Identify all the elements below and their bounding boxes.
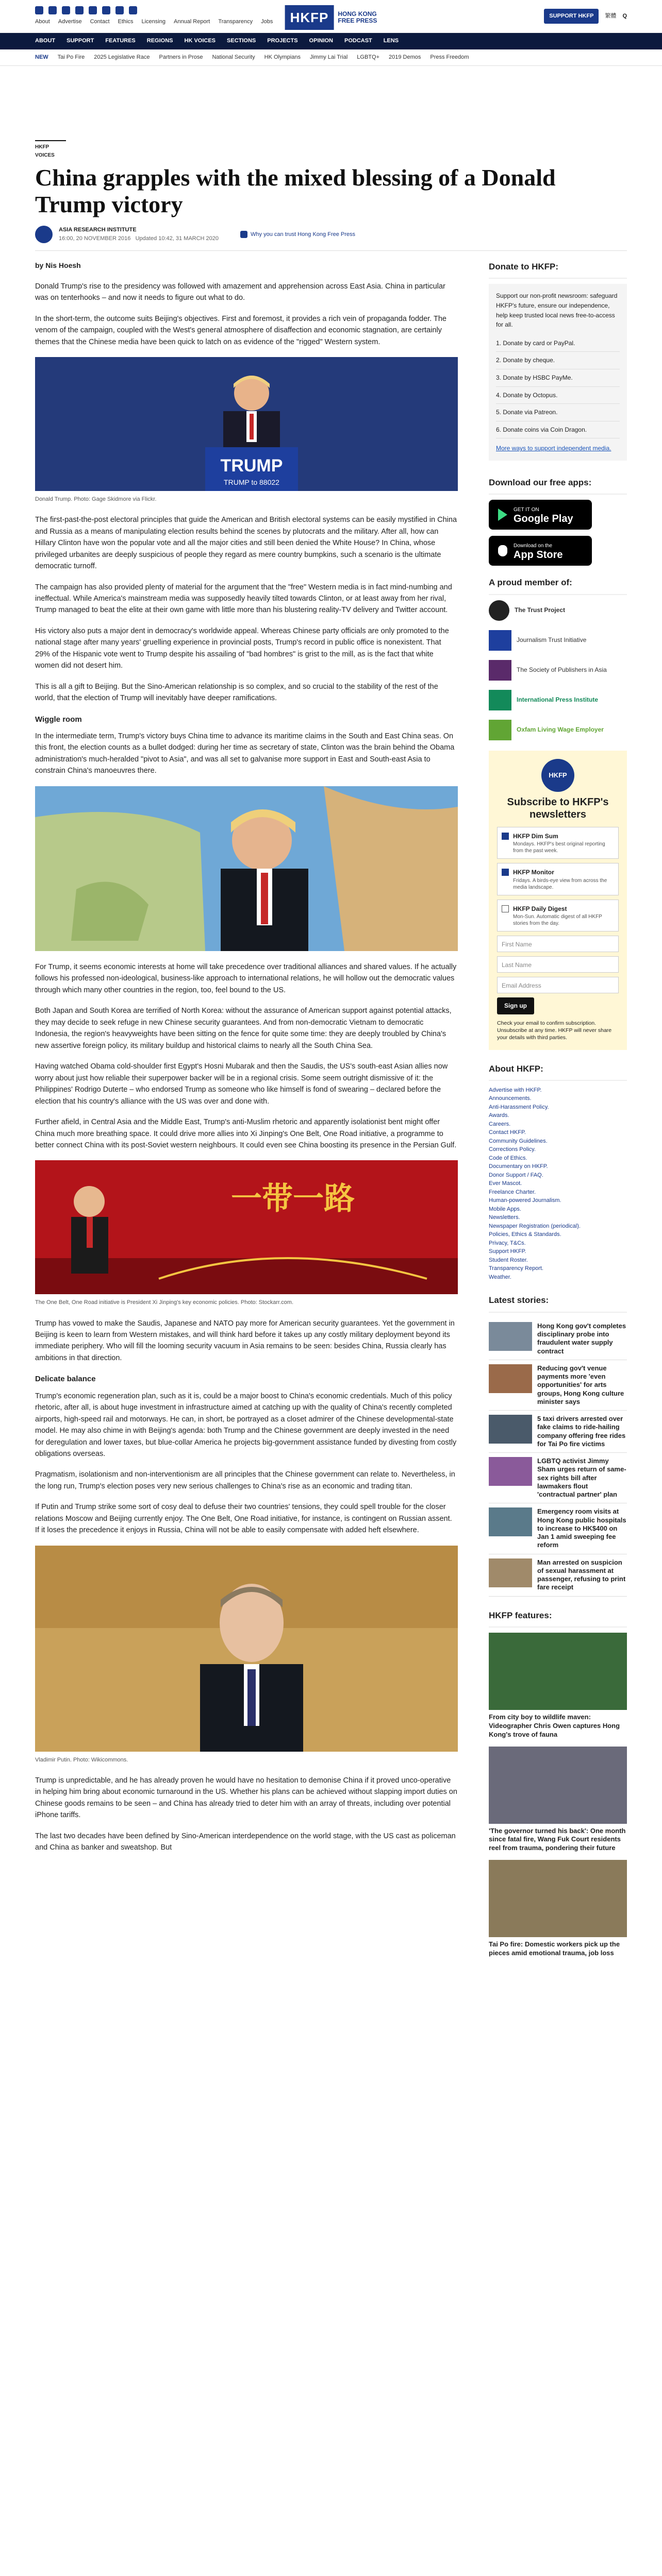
paragraph: Trump has vowed to make the Saudis, Japanese and NATO pay more for American security guarantees. Yet the government in Beijing is keen to learn from Western mistakes, and will think hard before it takes up any costly military deployment beyond its immediate periphery. Who will fill the looming security vacuum in Asia remains to be seen: besides China, Russia clearly has ambitions in that direction. [35,1319,455,1362]
newsletter-name: HKFP Daily Digest [513,905,567,912]
trending-item[interactable]: Press Freedom [430,54,469,60]
nav-item[interactable]: HK VOICES [184,38,216,44]
newsletter-option-text [513,904,614,927]
about-link[interactable]: Community Guidelines. [489,1138,548,1144]
instagram-icon[interactable] [62,6,70,14]
top-link[interactable]: Annual Report [173,18,210,25]
paragraph: In the intermediate term, Trump's victory buys China time to advance its maritime claims in the South and East China seas. On this front, the election counts as a bullet dodged: during her time as secretary of state, Clinton was the brain behind the Obama administration's much-heralded "pivot to Asia", and was all set to galvanise more support in East and South-east Asia to constrain China's manoeuvres there. [35,732,455,775]
photo-caption: Donald Trump. Photo: Gage Skidmore via Flickr. [35,496,157,503]
donate-more-link[interactable]: More ways to support independent media. [496,445,611,452]
putin-illustration [35,1546,458,1752]
feature-story[interactable] [489,1747,627,1853]
svg-text:TRUMP to 88022: TRUMP to 88022 [224,478,279,487]
newsletter-option[interactable] [497,900,619,932]
latest-story[interactable] [489,1411,627,1453]
jti-icon [489,630,511,651]
x-icon[interactable] [48,6,57,14]
story-thumbnail [489,1415,532,1444]
rss-icon[interactable] [129,6,137,14]
about-link[interactable]: Documentary on HKFP. [489,1163,548,1170]
apps-title: Download our free apps: [489,476,627,495]
oxfam-icon [489,720,511,740]
logo-line-2: FREE PRESS [338,17,377,25]
telegram-icon[interactable] [89,6,97,14]
article-author: by Nis Hoesh [35,261,81,270]
story-thumbnail [489,1322,532,1351]
social-icons [35,6,273,14]
about-link[interactable]: Awards. [489,1112,509,1119]
newsletter-option-text [513,832,614,855]
logo-line-1: HONG KONG [338,10,377,18]
donate-intro: Support our non-profit newsroom: safeguard HKFP's future, ensure our independence, help keep trusted local news free-to-access for all. [496,292,618,329]
xi-belt-road-photo [35,1160,458,1294]
about-link[interactable]: Student Roster. [489,1257,528,1263]
email-input[interactable]: Email Address [497,977,619,993]
about-link[interactable]: Contact HKFP. [489,1129,526,1136]
top-link[interactable]: Ethics [118,18,134,25]
trending-new-label: NEW [35,54,48,60]
about-link[interactable]: Policies, Ethics & Standards. [489,1231,561,1238]
about-link[interactable]: Donor Support / FAQ. [489,1172,543,1178]
feature-image [489,1860,627,1937]
checkbox-checked[interactable] [502,869,509,876]
site-logo[interactable] [285,5,377,30]
member-logo[interactable] [489,630,627,651]
google-play-big: Google Play [514,513,573,525]
about-link[interactable]: Anti-Harassment Policy. [489,1104,549,1110]
about-link[interactable]: Careers. [489,1121,511,1127]
about-list [489,1086,627,1282]
latest-story[interactable] [489,1503,627,1554]
paragraph: The campaign has also provided plenty of material for the argument that the "free" Western media is in fact mind-numbing and ineffectual. While America's mainstream media was supposedly heavily tilted towards Clinton, or at least away from her rival, Trump managed to beat the elite at their own game with little more than his blustering reality-TV delivery and Twitter account. [35,583,452,615]
about-link[interactable]: Corrections Policy. [489,1146,536,1153]
byline-meta [59,226,219,243]
belt-road-illustration [35,1160,458,1294]
trust-project-icon [489,600,509,621]
google-play-badge[interactable] [489,500,592,530]
newsletter-desc: Mon-Sun. Automatic digest of all HKFP stories from the day. [513,914,602,927]
feature-image [489,1747,627,1824]
app-store-small: Download on the [514,543,553,549]
newsletter-logo: HKFP [541,759,574,792]
feature-story[interactable] [489,1860,627,1958]
updated-date: Updated 10:42, 31 MARCH 2020 [135,235,219,242]
columns [35,260,627,1965]
byline-bar [35,226,627,251]
member-logo[interactable] [489,720,627,740]
ad-space [35,66,627,128]
article-body [35,260,458,1965]
story-title: LGBTQ activist Jimmy Sham urges return of same-sex rights bill after lawmakers flout 'contractual partner' plan [537,1457,626,1499]
shield-icon [240,231,247,238]
story-title: Emergency room visits at Hong Kong public hospitals to increase to HK$400 on Jan 1 amid sweeping fee reform [537,1507,626,1549]
member-name: The Trust Project [515,606,566,614]
paragraph: For Trump, it seems economic interests at home will take precedence over traditional alliances and shared values. If he actually follows his professed non-ideological, business-like approach to international relations, he will hollow out the democratic values through which many other countries in the region, too, feel bound to the US. [35,962,457,994]
member-logo[interactable] [489,690,627,710]
mail-icon[interactable] [115,6,124,14]
nav-item[interactable]: SUPPORT [67,38,94,44]
top-link[interactable]: Jobs [261,18,273,25]
latest-story[interactable] [489,1360,627,1411]
putin-photo [35,1546,458,1752]
svg-text:一带一路: 一带一路 [231,1181,355,1217]
nav-item[interactable]: SECTIONS [227,38,256,44]
about-link[interactable]: Transparency Report. [489,1265,543,1272]
feature-story[interactable] [489,1633,627,1739]
newsletter-note: Check your email to confirm subscription. Unsubscribe at any time. HKFP will never share your details with third parties. [497,1020,612,1041]
about-link[interactable]: Newspaper Registration (periodical). [489,1223,581,1229]
about-link[interactable]: Announcements. [489,1095,532,1102]
about-link[interactable]: Mobile Apps. [489,1206,521,1212]
member-name: The Society of Publishers in Asia [517,666,607,674]
paragraph: Further afield, in Central Asia and the Middle East, Trump's anti-Muslim rhetoric and apparently isolationist bent might offer China much more breathing space. It could drive more allies into Xi Jinping's One Belt, One Road initiative, a programme to better connect China with its post-Soviet western neighbours. It could even see China boosting its presence in the Persian Gulf. [35,1118,457,1149]
top-links [35,18,273,26]
latest-story[interactable] [489,1453,627,1503]
trending-bar [0,49,662,66]
paragraph: Pragmatism, isolationism and non-interventionism are all principles that the Chinese government can relate to. Nevertheless, in the long run, Trump's election poses very new serious challenges to China's rise as an economic and trading titan. [35,1470,455,1490]
nav-item[interactable]: FEATURES [105,38,136,44]
member-name: International Press Institute [517,696,599,704]
newsletter-desc: Fridays. A birds-eye view from across the media landscape. [513,877,607,890]
checkbox-checked[interactable] [502,833,509,840]
section-heading: Wiggle room [35,715,82,724]
photo-caption: Vladimir Putin. Photo: Wikicommons. [35,1756,128,1763]
trending-item[interactable]: LGBTQ+ [357,54,379,60]
sopa-icon [489,660,511,681]
features-title: HKFP features: [489,1609,627,1628]
about-link[interactable]: Human-powered Journalism. [489,1197,561,1204]
about-title: About HKFP: [489,1062,627,1081]
support-button[interactable]: SUPPORT HKFP [544,9,599,24]
article-category[interactable]: HKFP VOICES [35,140,66,159]
logo-text [338,11,377,24]
logo-mark: HKFP [285,5,334,30]
latest-title: Latest stories: [489,1294,627,1312]
publish-date: 16:00, 20 NOVEMBER 2016 [59,235,131,242]
top-link[interactable]: Advertise [58,18,82,25]
top-link[interactable]: Licensing [141,18,166,25]
trust-link-label: Why you can trust Hong Kong Free Press [251,231,356,238]
last-name-input[interactable]: Last Name [497,956,619,973]
nav-item[interactable]: PODCAST [344,38,372,44]
app-store-badge[interactable] [489,536,592,566]
signup-button[interactable]: Sign up [497,997,534,1014]
story-title: Reducing gov't venue payments more 'even opportunities' for arts groups, Hong Kong culture minister says [537,1364,624,1405]
story-title: Man arrested on suspicion of sexual harassment at passenger, refusing to print fare receipt [537,1558,626,1591]
nav-item[interactable]: ABOUT [35,38,56,44]
nav-item[interactable]: REGIONS [146,38,173,44]
paragraph: His victory also puts a major dent in democracy's worldwide appeal. Whereas Chinese party officials are only promoted to the national stage after many years' gruelling experience in provincial posts, Trump's record in public office is nonexistent. That 29% of the Hispanic vote went to Trump despite his assailing of "bad hombres" is grist to the mill, as is the fact that white women did not desert him. [35,626,449,670]
author-avatar [35,226,53,243]
app-store-text [514,542,563,561]
trending-item[interactable]: 2019 Demos [389,54,421,60]
newsletter-option[interactable] [497,863,619,895]
trump-map-photo [35,786,458,951]
photo-caption: The One Belt, One Road initiative is President Xi Jinping's key economic policies. Photo: Stockarr.com. [35,1299,294,1306]
top-link[interactable]: About [35,18,50,25]
newsletter-name: HKFP Monitor [513,869,554,876]
paragraph: If Putin and Trump strike some sort of cosy deal to defuse their two countries' tensions, they could spell trouble for the closer relations Moscow and Beijing currently enjoy. The One Belt, One Road initiative, for instance, is contingent on Russian assent. If it loses the precedence it enjoys in Russia, China will not be able to easily compensate with added heft elsewhere. [35,1503,452,1535]
donate-option[interactable]: 3. Donate by HSBC PayMe. [496,369,620,387]
article-title: China grapples with the mixed blessing of a Donald Trump victory [35,164,556,217]
feature-title: Tai Po fire: Domestic workers pick up the pieces amid emotional trauma, job loss [489,1940,620,1957]
author-org[interactable]: ASIA RESEARCH INSTITUTE [59,227,137,233]
trending-item[interactable]: Partners in Prose [159,54,203,60]
top-left [35,6,273,26]
paragraph: Having watched Obama cold-shoulder first Egypt's Hosni Mubarak and then the Saudis, the US's south-east Asian allies now worry about just how reliable their superpower backer will be in a regional crisis. Some seem outright dismissive of it: the Philippines' Rodrigo Duterte – who endorsed Trump as someone who like himself is fond of swearing – declared before the election that his country's alliance with the US was over and done with. [35,1062,448,1106]
newsletter-name: HKFP Dim Sum [513,832,558,840]
about-link[interactable]: Support HKFP. [489,1248,526,1255]
about-link[interactable]: Weather. [489,1274,511,1280]
trust-link[interactable] [240,230,355,239]
google-play-small: GET IT ON [514,506,539,513]
about-link[interactable]: Privacy, T&Cs. [489,1240,526,1246]
donate-option[interactable]: 2. Donate by cheque. [496,352,620,369]
paragraph: The first-past-the-post electoral principles that guide the American and British electoral systems can be easily mystified in China and Russia as a means of manipulating election results behind the scenes by plutocrats and the military. After all, how can Hillary Clinton have won the popular vote and all the major cities and still been denied the White House? In China, whose privileged urbanites are deeply suspicious of people they regard as mere country bumpkins, such a scenario is the ultimate democratic turnoff. [35,516,457,571]
newsletter-box [489,751,627,1050]
spacer [35,955,458,961]
member-name: Oxfam Living Wage Employer [517,726,604,734]
language-toggle[interactable]: 繁體 [605,12,617,19]
top-right [544,9,627,24]
top-link[interactable]: Contact [90,18,110,25]
about-link[interactable]: Code of Ethics. [489,1155,527,1161]
about-link[interactable]: Freelance Charter. [489,1189,536,1195]
paragraph: Trump is unpredictable, and he has already proven he would have no hesitation to demonise China if it proved unco-operative in helping him bring about economic turnaround in the US. Whether his plans can be achieved without slapping import duties on Chinese goods remains to be seen – and China has already tried to deter him with an array of threats, including over potential iPhone tariffs. [35,1776,457,1820]
story-title: Hong Kong gov't completes disciplinary probe into fraudulent water supply contract [537,1321,626,1355]
donate-option[interactable]: 6. Donate coins via Coin Dragon. [496,421,620,439]
trending-item[interactable]: HK Olympians [264,54,301,60]
trump-photo [35,357,458,491]
donate-option[interactable]: 5. Donate via Patreon. [496,404,620,421]
trending-item[interactable]: National Security [212,54,255,60]
checkbox-unchecked[interactable] [502,905,509,912]
donate-list [496,335,620,439]
donate-option[interactable]: 4. Donate by Octopus. [496,387,620,404]
google-play-text [514,506,573,524]
play-icon [498,509,507,521]
nav-item[interactable]: LENS [383,38,399,44]
facebook-icon[interactable] [35,6,43,14]
feature-title: 'The governor turned his back': One month since fatal fire, Wang Fuk Court residents reel from trauma, pondering their future [489,1826,626,1852]
nav-item[interactable]: PROJECTS [267,38,298,44]
paragraph: In the short-term, the outcome suits Beijing's objectives. First and foremost, it provides a rich vein of propaganda fodder. The venom of the campaign, coupled with the West's general atmosphere of disaffection and economic stagnation, are certainly themes that the Chinese media have been quick to latch on as evidence of the "rigged" Western system. [35,314,446,346]
trump-photo-illustration [35,357,458,491]
apple-icon [498,545,507,556]
paragraph: The last two decades have been defined by Sino-American interdependence on the world stage, with the US cast as policeman and China as banker and sweatshop. But [35,1832,456,1852]
svg-text:TRUMP: TRUMP [220,456,283,476]
member-title: A proud member of: [489,576,627,595]
newsletter-option[interactable] [497,827,619,859]
trending-item[interactable]: 2025 Legislative Race [94,54,150,60]
story-title: 5 taxi drivers arrested over fake claims to ride-hailing company offering free rides for Tai Po fire victims [537,1415,626,1448]
member-logo[interactable] [489,660,627,681]
about-link[interactable]: Newsletters. [489,1214,520,1221]
ipi-icon [489,690,511,710]
paragraph: Both Japan and South Korea are terrified of North Korea: without the assurance of American support against potential attacks, they may decide to seek refuge in new Chinese security guarantees. And from non-democratic Vietnam to democratic Indonesia, the region's heavyweights have been sitting on the fence for quite some time: they are deeply troubled by China's new assertive foreign policy, its military buildup and historical claims to nearly all the South China Sea. [35,1007,452,1050]
main-nav [0,33,662,49]
top-link[interactable]: Transparency [218,18,253,25]
donate-option[interactable]: 1. Donate by card or PayPal. [496,335,620,352]
app-store-big: App Store [514,549,563,561]
trending-item[interactable]: Tai Po Fire [57,54,85,60]
threads-icon[interactable] [75,6,84,14]
story-thumbnail [489,1507,532,1536]
youtube-icon[interactable] [102,6,110,14]
donate-box [489,284,627,461]
about-link[interactable]: Advertise with HKFP. [489,1087,542,1093]
latest-story[interactable] [489,1554,627,1597]
paragraph: This is all a gift to Beijing. But the Sino-American relationship is so complex, and so crucial to the stability of the rest of the world, that the election of Trump will inevitably have deeper ramifications. [35,682,438,703]
story-thumbnail [489,1457,532,1486]
newsletter-title: Subscribe to HKFP's newsletters [507,796,609,820]
sidebar [489,260,627,1965]
top-bar [0,0,662,33]
about-link[interactable]: Ever Mascot. [489,1180,522,1187]
newsletter-option-text [513,868,614,891]
member-logo[interactable] [489,600,627,621]
story-thumbnail [489,1364,532,1393]
newsletter-desc: Mondays. HKFP's best original reporting from the past week. [513,841,605,854]
member-name: Journalism Trust Initiative [517,636,587,644]
feature-image [489,1633,627,1710]
story-thumbnail [489,1558,532,1587]
trending-item[interactable]: Jimmy Lai Trial [309,54,348,60]
byline-dates [59,234,219,243]
donate-title: Donate to HKFP: [489,260,627,279]
paragraph: Donald Trump's rise to the presidency was followed with amazement and apprehension across East Asia. China in particular was on tenterhooks – and now it needs to figure out what to do. [35,282,445,302]
first-name-input[interactable]: First Name [497,936,619,952]
latest-story[interactable] [489,1318,627,1360]
paragraph: Trump's economic regeneration plan, such as it is, could be a major boost to China's economic credentials. Much of this policy rhetoric, after all, is about huge investment in infrastructure aimed at catching up with the quality of China's recently completed airports, high-speed rail and motorways. He can, in short, be portrayed as a closet admirer of the Chinese developmental-state model. He may also chime in with Beijing's agenda: both Trump and the Chinese government are deeply invested in the need for deregulation and lower taxes, but blue-collar America he projects big-government assistance funded by divesting from costly obligations overseas. [35,1392,457,1458]
search-icon[interactable]: Q [622,12,627,19]
trump-map-illustration [35,786,458,951]
section-heading: Delicate balance [35,1375,96,1384]
feature-title: From city boy to wildlife maven: Videographer Chris Owen captures Hong Kong's trove of fauna [489,1713,620,1738]
nav-item[interactable]: OPINION [309,38,333,44]
content-wrap [0,66,662,1965]
